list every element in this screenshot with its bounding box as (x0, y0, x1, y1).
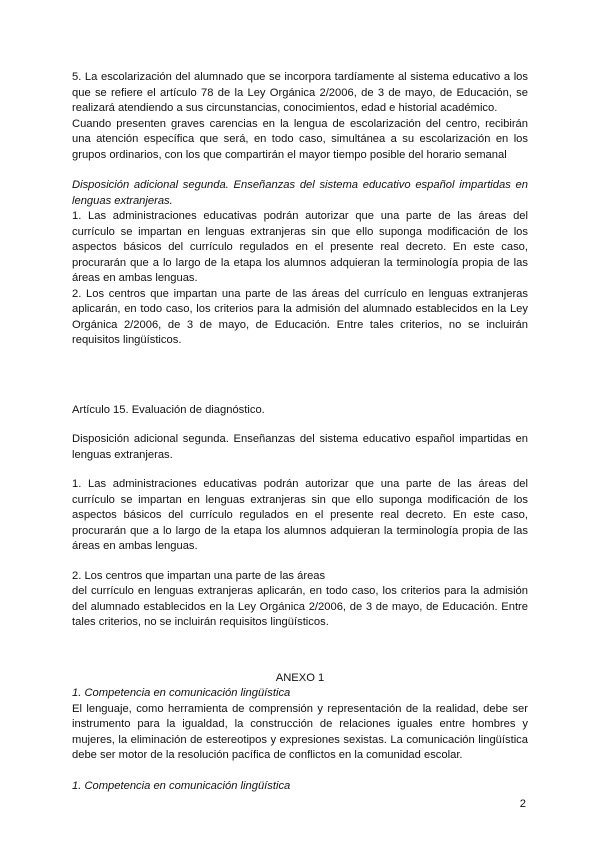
spacer (72, 555, 528, 569)
spacer (72, 764, 528, 779)
heading-disposicion-italic: Disposición adicional segunda. Enseñanzas del sistema educativo español impartidas en lenguas extranjeras. (72, 179, 528, 207)
paragraph-autorizar-1: 1. Las administraciones educativas podrán autorizar que una parte de las áreas del currículo se impartan en lenguas extranjeras sin que ello suponga modificación de los aspectos básicos del currículo regulados en el presente real decreto. En este caso, procurarán que a lo largo de la etapa los alumnos adquieran la terminología propia de las áreas en ambas lenguas. (72, 210, 528, 284)
spacer (72, 463, 528, 477)
paragraph-centros-2b: del currículo en lenguas extranjeras aplicarán, en todo caso, los criterios para la admisión del alumnado establecidos en la Ley Orgánica 2/2006, de 3 de mayo, de Educación. Entre tales criterios, no se incluirán requisitos lingüísticos. (72, 585, 528, 628)
article-heading: Artículo 15. Evaluación de diagnóstico. (72, 403, 265, 416)
paragraph-centros-1: 2. Los centros que impartan una parte de las áreas del currículo en lenguas extranjeras aplicarán, en todo caso, los criterios para la admisión del alumnado establecidos en la Ley Orgánica 2/2006, de 3 de mayo, de Educación. Entre tales criterios, no se incluirán requisitos lingüísticos. (72, 287, 528, 346)
heading-disposicion: Disposición adicional segunda. Enseñanzas del sistema educativo español impartidas en lenguas extranjeras. (72, 433, 528, 461)
annex-subheading-1: 1. Competencia en comunicación lingüística (72, 687, 291, 699)
paragraph-autorizar-2: 1. Las administraciones educativas podrán autorizar que una parte de las áreas del currículo se impartan en lenguas extranjeras sin que ello suponga modificación de los aspectos básicos del currículo regulados en el presente real decreto. En este caso, procurarán que a lo largo de la etapa los alumnos adquieran la terminología propia de las áreas en ambas lenguas. (72, 478, 528, 552)
annex-paragraph: El lenguaje, como herramienta de comprensión y representación de la realidad, debe ser instrumento para la igualdad, la construcción de relaciones iguales entre hombres y mujeres, la eliminación de estereotipos y expresiones sexistas. La comunicación lingüística debe ser motor de la resolución pacífica de conflictos en la comunidad escolar. (72, 702, 528, 761)
spacer (72, 349, 528, 403)
paragraph-centros-2a: 2. Los centros que impartan una parte de las áreas (72, 569, 326, 582)
spacer (72, 163, 528, 178)
document-page (72, 70, 528, 794)
page-number: 2 (519, 798, 526, 810)
spacer (72, 631, 528, 671)
annex-title: ANEXO 1 (275, 671, 325, 684)
annex-subheading-2: 1. Competencia en comunicación lingüística (72, 779, 291, 792)
paragraph-escolarizacion: 5. La escolarización del alumnado que se incorpora tardíamente al sistema educativo a los que se refiere el artículo 78 de la Ley Orgánica 2/2006, de 3 de mayo, de Educación, se realizará atendiendo a sus circunstancias, conocimientos, edad e historial académico. (72, 71, 528, 114)
paragraph-carencias: Cuando presenten graves carencias en la lengua de escolarización del centro, recibirán una atención específica que será, en todo caso, simultánea a su escolarización en los grupos ordinarios, con los que compartirán el mayor tiempo posible del horario semanal (72, 117, 528, 161)
spacer (72, 418, 528, 432)
